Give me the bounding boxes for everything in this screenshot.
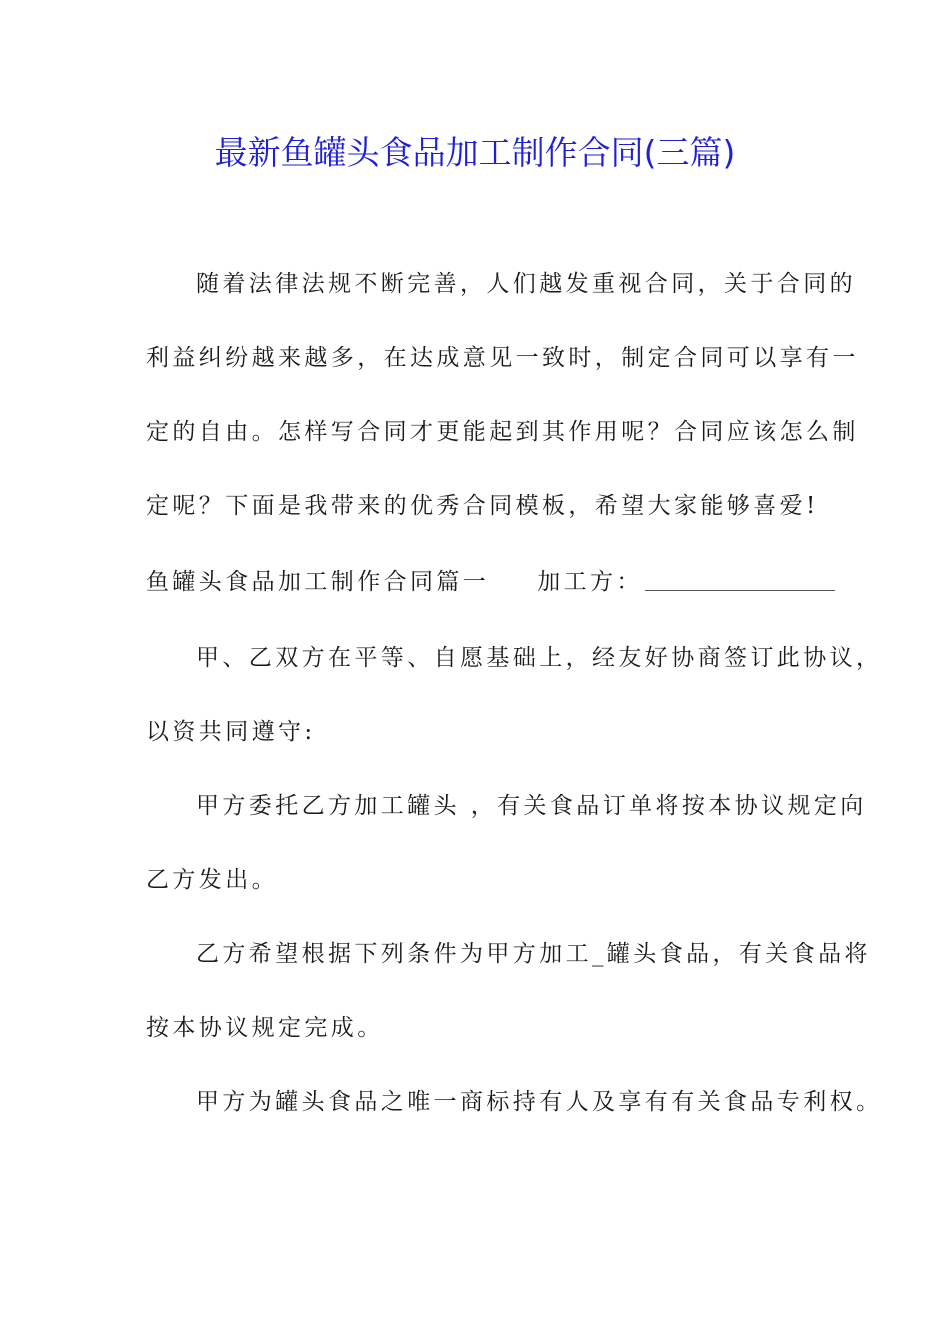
body-line-4: 乙方发出。	[146, 867, 278, 893]
body-line-5: 乙方希望根据下列条件为甲方加工_罐头食品，有关食品将	[196, 941, 871, 967]
body-line-6: 按本协议规定完成。	[146, 1015, 384, 1041]
section-heading: 鱼罐头食品加工制作合同篇一	[146, 569, 490, 595]
body-line-1: 甲、乙双方在平等、自愿基础上，经友好协商签订此协议，	[196, 645, 883, 671]
body-line-2: 以资共同遵守:	[146, 719, 316, 745]
intro-line-4: 定呢？下面是我带来的优秀合同模板，希望大家能够喜爱!	[146, 493, 819, 519]
intro-line-2: 利益纠纷越来越多，在达成意见一致时，制定合同可以享有一	[146, 345, 859, 371]
processor-blank-line	[645, 568, 835, 591]
document-title: 最新鱼罐头食品加工制作合同(三篇)	[214, 133, 736, 172]
body-line-7: 甲方为罐头食品之唯一商标持有人及享有有关食品专利权。	[196, 1089, 883, 1115]
intro-line-1: 随着法律法规不断完善，人们越发重视合同，关于合同的	[196, 271, 856, 297]
processor-label: 加工方：	[537, 569, 643, 595]
body-line-3: 甲方委托乙方加工罐头 ，有关食品订单将按本协议规定向	[196, 793, 867, 819]
intro-line-3: 定的自由。怎样写合同才更能起到其作用呢？合同应该怎么制	[146, 419, 859, 445]
section-heading-row	[146, 562, 835, 602]
